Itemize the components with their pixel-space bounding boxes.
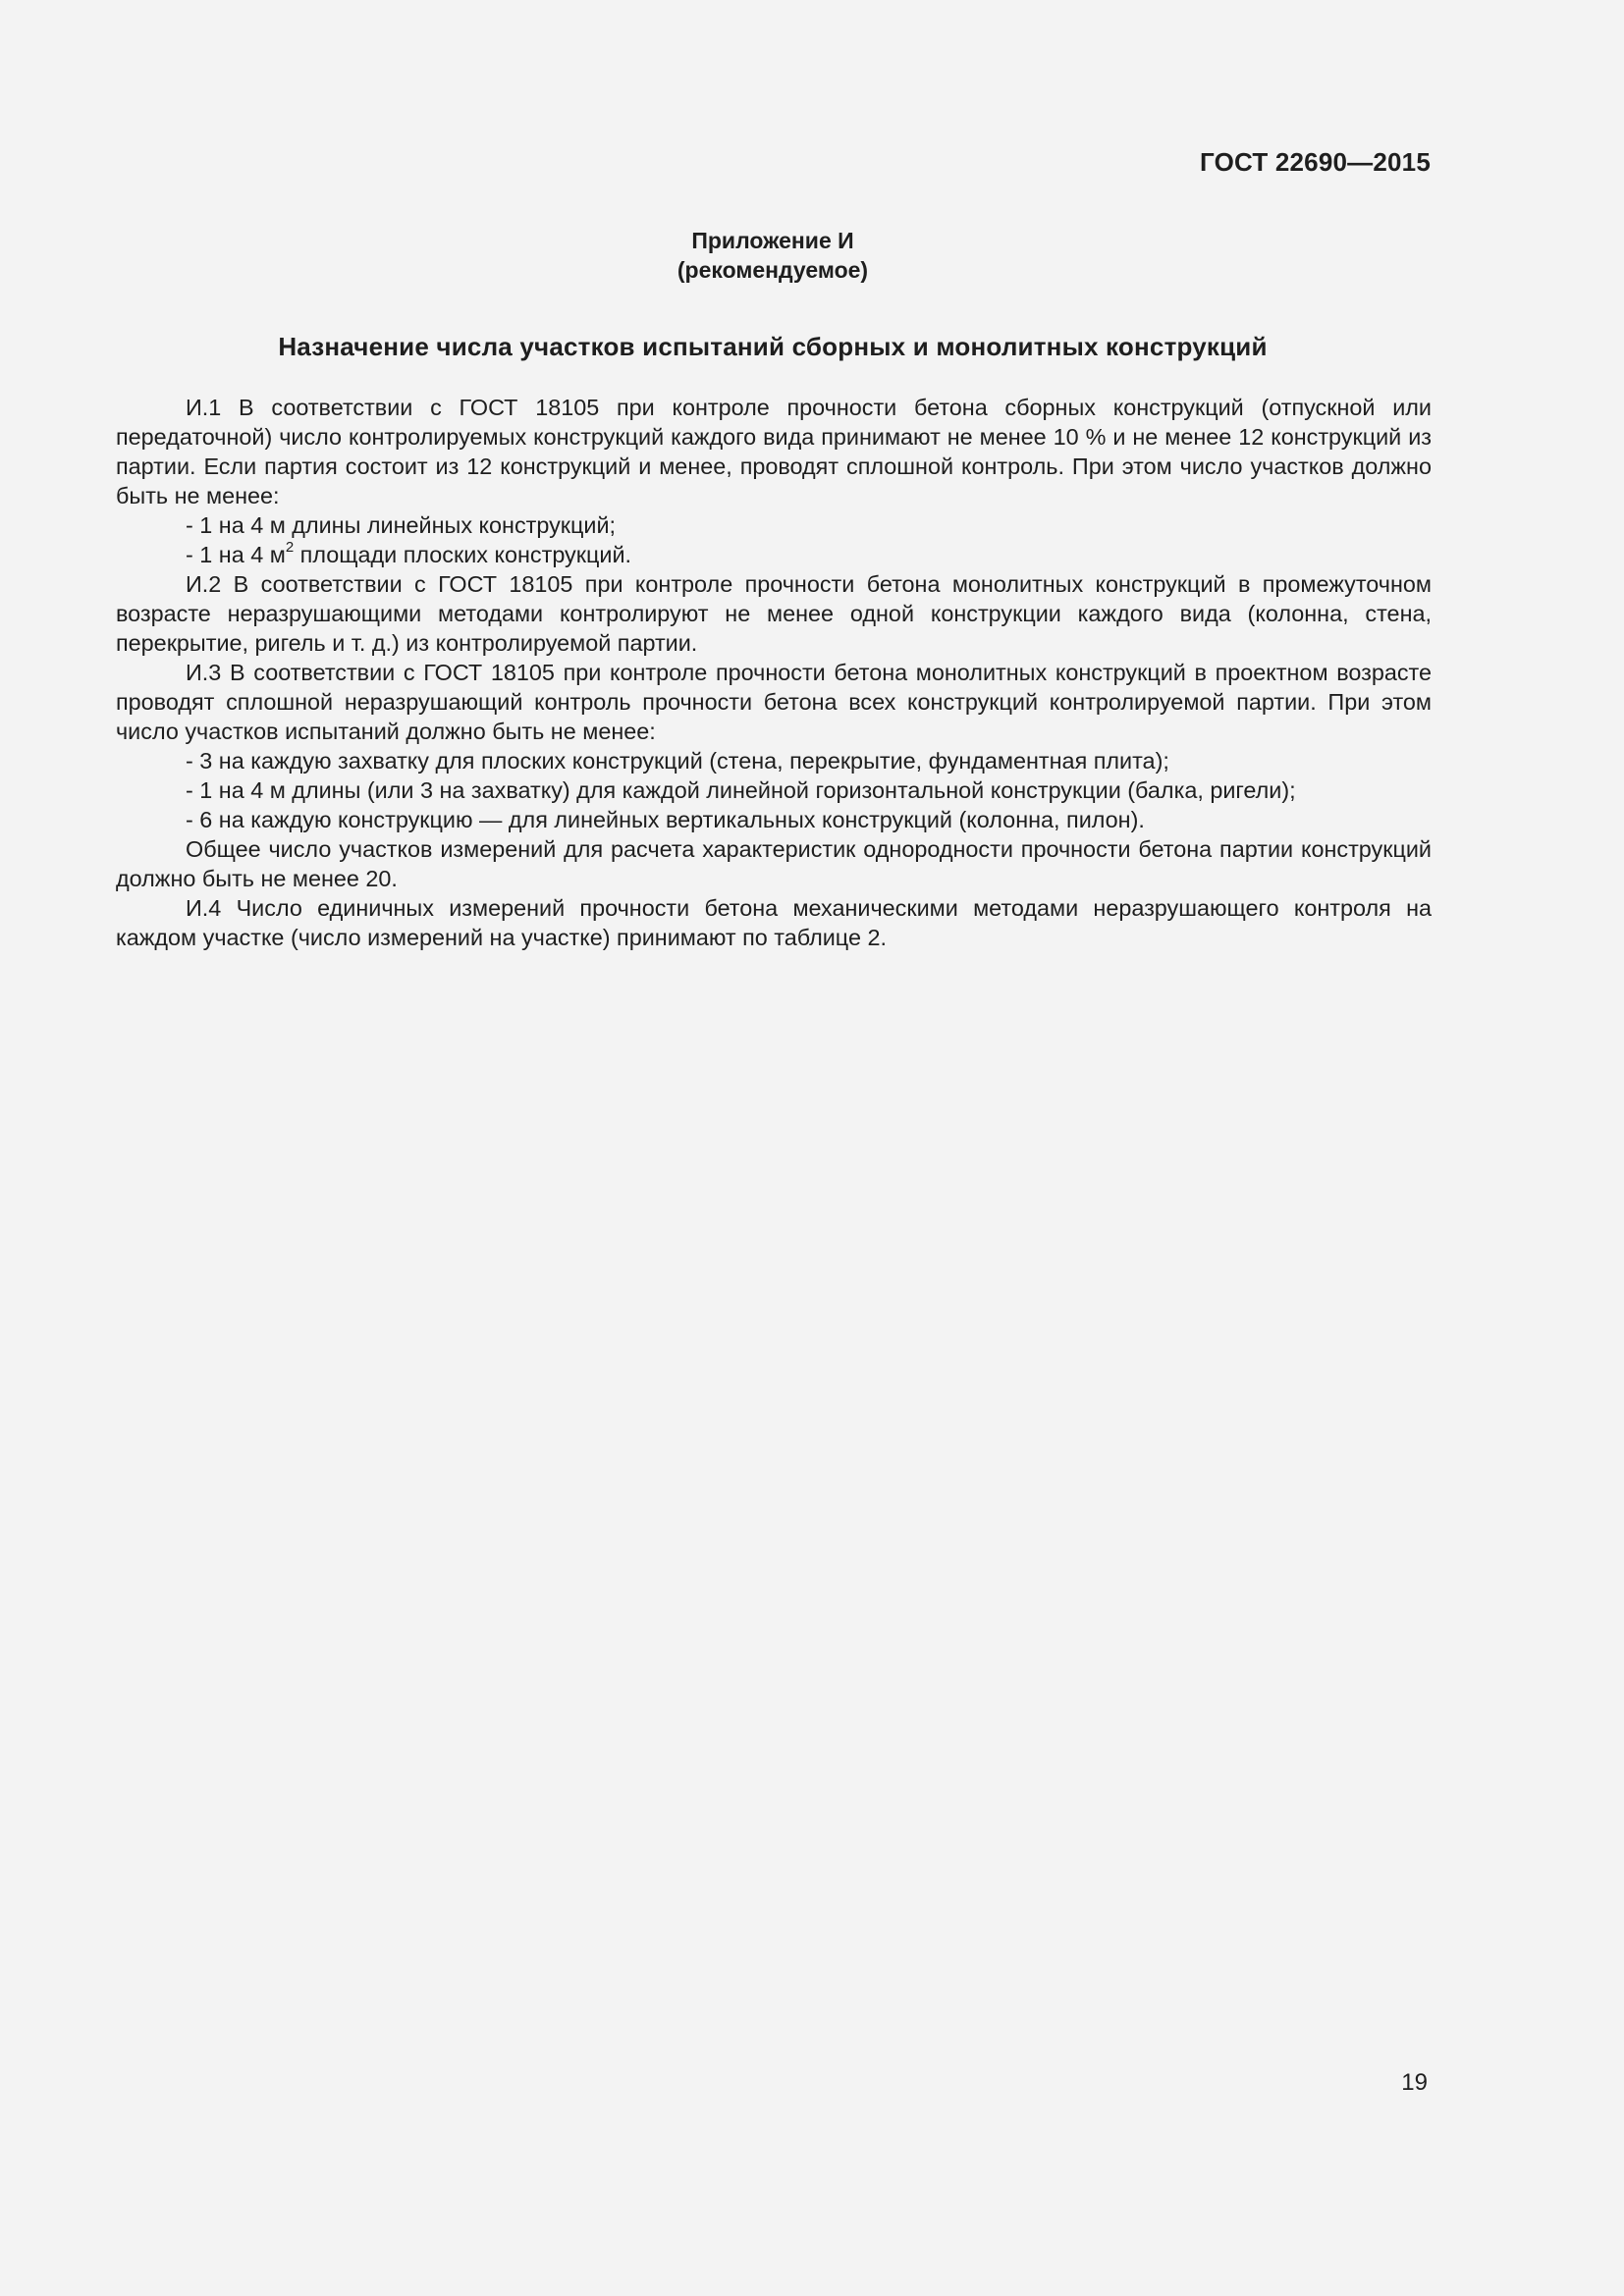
appendix-heading xyxy=(0,226,1545,285)
list-item: - 6 на каждую конструкцию — для линейных вертикальных конструкций (колонна, пилон). xyxy=(186,807,1145,832)
list-item-text: площади плоских конструкций. xyxy=(294,542,632,567)
list-item-text: - 1 на 4 м xyxy=(186,542,286,567)
paragraph-i1: И.1 В соответствии с ГОСТ 18105 при контроле прочности бетона сборных конструкций (отпускной или передаточной) число контролируемых конструкций каждого вида принимают не менее 10 % и не менее 12 конструкций из партии. Если партия состоит из 12 конструкций и менее, проводят сплошной контроль. При этом число участков должно быть не менее: xyxy=(116,395,1432,508)
list-item xyxy=(116,540,1432,569)
body-text xyxy=(116,393,1432,952)
list-item: - 1 на 4 м длины (или 3 на захватку) для каждой линейной горизонтальной конструкции (балка, ригели); xyxy=(186,777,1296,803)
list-item: - 1 на 4 м длины линейных конструкций; xyxy=(186,512,617,538)
paragraph-i4: И.4 Число единичных измерений прочности бетона механическими методами неразрушающего контроля на каждом участке (число измерений на участке) принимают по таблице 2. xyxy=(116,895,1432,950)
paragraph-i3: И.3 В соответствии с ГОСТ 18105 при контроле прочности бетона монолитных конструкций в проектном возрасте проводят сплошной неразрушающий контроль прочности бетона всех конструкций контролируемой партии. При этом число участков испытаний должно быть не менее: xyxy=(116,660,1432,744)
document-number: ГОСТ 22690—2015 xyxy=(1200,147,1431,177)
appendix-title: Приложение И xyxy=(691,228,854,253)
paragraph-i2: И.2 В соответствии с ГОСТ 18105 при контроле прочности бетона монолитных конструкций в промежуточном возрасте неразрушающими методами контролируют не менее одной конструкции каждого вида (колонна, стена, перекрытие, ригель и т. д.) из контролируемой партии. xyxy=(116,571,1432,656)
list-item: - 3 на каждую захватку для плоских конструкций (стена, перекрытие, фундаментная плита); xyxy=(186,748,1169,774)
appendix-subtitle: (рекомендуемое) xyxy=(677,257,869,283)
section-title: Назначение числа участков испытаний сборных и монолитных конструкций xyxy=(278,332,1268,361)
paragraph-i3-note: Общее число участков измерений для расчета характеристик однородности прочности бетона партии конструкций должно быть не менее 20. xyxy=(116,836,1432,891)
superscript: 2 xyxy=(285,539,295,557)
page-number: 19 xyxy=(1401,2069,1428,2096)
